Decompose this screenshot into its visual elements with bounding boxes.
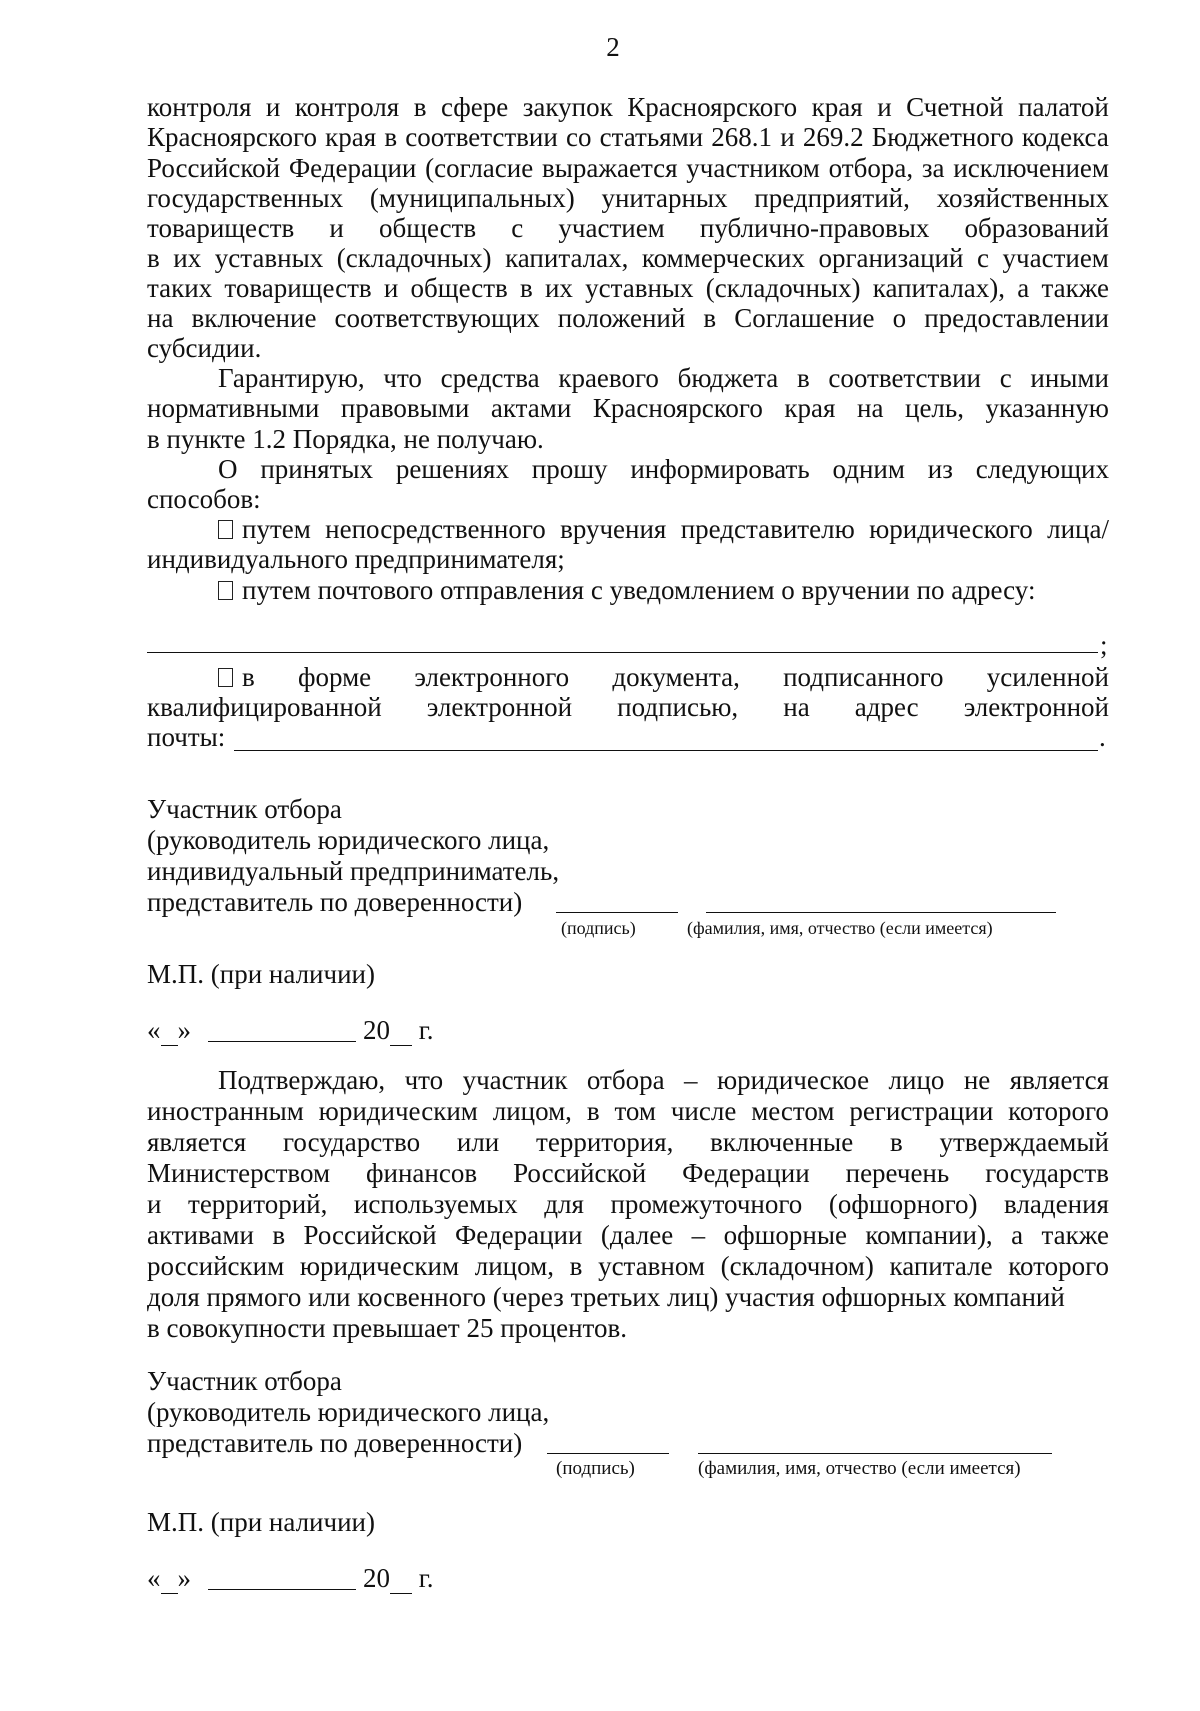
word: публично-правовых xyxy=(699,213,930,243)
text-line xyxy=(147,1251,1109,1282)
word: средства xyxy=(440,363,540,393)
word: офшорные xyxy=(723,1220,847,1250)
word: Подтверждаю, xyxy=(218,1065,386,1095)
word: Гарантирую, xyxy=(218,363,365,393)
word: в xyxy=(569,1251,583,1281)
word: регистрации xyxy=(849,1096,994,1126)
word: Красноярского xyxy=(592,393,763,423)
word: о xyxy=(892,303,907,333)
word: отбора xyxy=(586,1065,665,1095)
word: предприятий, xyxy=(754,183,910,213)
word: нормативными xyxy=(147,393,320,423)
word: а xyxy=(1011,1220,1024,1250)
word: выражается xyxy=(541,153,678,183)
signature-caption: (подпись) xyxy=(561,918,636,938)
word: участием xyxy=(1002,243,1109,273)
word: коммерческих xyxy=(641,243,805,273)
stamp-label: М.П. (при наличии) xyxy=(147,1507,375,1537)
word: их xyxy=(544,273,573,303)
word: участником xyxy=(686,153,820,183)
text-line xyxy=(147,243,1109,274)
word: которого xyxy=(1008,1096,1109,1126)
word: территорий, xyxy=(188,1189,328,1219)
word: лицом, xyxy=(492,1096,572,1126)
word: что xyxy=(404,1065,444,1095)
word: финансов xyxy=(366,1158,478,1188)
checkbox[interactable] xyxy=(218,581,233,600)
word: (согласие xyxy=(425,153,534,183)
word: Федерации xyxy=(682,1158,810,1188)
word: и xyxy=(877,92,892,122)
signatory-label: представитель по доверенности) xyxy=(147,887,523,917)
word: Красноярского xyxy=(627,92,798,122)
text-line xyxy=(147,1189,1109,1220)
word: за xyxy=(921,153,945,183)
word: а xyxy=(1017,273,1030,303)
email-field[interactable] xyxy=(234,750,1098,751)
word: со xyxy=(566,122,592,152)
word: таких xyxy=(147,273,213,303)
word: лицо xyxy=(888,1065,945,1095)
word: числе xyxy=(670,1096,737,1126)
word: не xyxy=(963,1065,991,1095)
signatory-label: (руководитель юридического лица, xyxy=(147,825,550,855)
signatory-label: Участник отбора xyxy=(147,794,342,824)
word: компании), xyxy=(865,1220,993,1250)
word: (муниципальных) xyxy=(369,183,575,213)
word: закупок xyxy=(522,92,613,122)
word: цель, xyxy=(905,393,964,423)
address-field[interactable] xyxy=(147,652,1098,653)
word: (складочных) xyxy=(705,273,861,303)
word: организаций xyxy=(818,243,964,273)
word: с xyxy=(511,213,524,243)
full-name-field[interactable] xyxy=(698,1453,1052,1454)
word: юридическим xyxy=(299,1251,460,1281)
word: на xyxy=(857,393,884,423)
year-label: 20 г. xyxy=(363,1015,434,1045)
word: 269.2 xyxy=(802,122,864,152)
word: в xyxy=(147,243,160,273)
word: в xyxy=(796,363,810,393)
word: товариществ xyxy=(224,273,372,303)
word: подписью, xyxy=(617,692,739,722)
word: в xyxy=(413,92,427,122)
word: Соглашение xyxy=(734,303,875,333)
word: контроля xyxy=(294,92,400,122)
word: принятых xyxy=(260,454,374,484)
word: обществ xyxy=(378,213,477,243)
signature-field[interactable] xyxy=(556,912,678,913)
word: края xyxy=(325,122,377,152)
word: бюджета xyxy=(677,363,779,393)
word: Счетной xyxy=(906,92,1004,122)
word: исключением xyxy=(953,153,1109,183)
word: территория, xyxy=(536,1127,674,1157)
word: иностранным xyxy=(147,1096,304,1126)
word: их xyxy=(173,243,202,273)
date-line: « » xyxy=(147,1563,191,1593)
word: решениях xyxy=(395,454,509,484)
word: и xyxy=(265,92,281,122)
word: и xyxy=(147,1189,162,1219)
word: том xyxy=(614,1096,656,1126)
word: юридическим xyxy=(318,1096,478,1126)
word: юридическое xyxy=(716,1065,870,1095)
option-postal-delivery[interactable]: путем почтового отправления с уведомлением о вручении по адресу: xyxy=(218,575,1109,606)
full-name-caption: (фамилия, имя, отчество (если имеется) xyxy=(687,918,993,938)
checkbox[interactable]: путем xyxy=(218,514,311,545)
email-label: почты: xyxy=(147,722,226,752)
word: владения xyxy=(1004,1189,1109,1219)
word: 268.1 xyxy=(711,122,773,152)
word: предоставлении xyxy=(924,303,1109,333)
word: уставных xyxy=(214,243,324,273)
word: перечень xyxy=(845,1158,950,1188)
word: хозяйственных xyxy=(936,183,1109,213)
text-line: доля прямого или косвенного (через третьих лиц) участия офшорных компаний xyxy=(147,1282,1065,1312)
word: одним xyxy=(832,454,905,484)
word: актами xyxy=(490,393,572,423)
word: информировать xyxy=(630,454,810,484)
text-line xyxy=(218,1065,1109,1096)
word: электронной xyxy=(963,692,1109,722)
word: участием xyxy=(558,213,665,243)
word: капитале xyxy=(889,1251,993,1281)
word: товариществ xyxy=(147,213,295,243)
word: что xyxy=(383,363,422,393)
word: российским xyxy=(147,1251,285,1281)
word: с xyxy=(977,243,989,273)
word: также xyxy=(1041,273,1109,303)
word: в xyxy=(586,1096,600,1126)
text-line: субсидии. xyxy=(147,333,262,363)
word: и xyxy=(780,122,795,152)
signature-caption: (подпись) xyxy=(556,1458,635,1479)
year-label: 20 г. xyxy=(363,1563,434,1593)
text-line xyxy=(147,273,1109,304)
word: государственных xyxy=(147,183,344,213)
word: Российской xyxy=(303,1220,437,1250)
word: иными xyxy=(1030,363,1109,393)
word: электронной xyxy=(426,692,573,722)
word: или xyxy=(456,1127,500,1157)
signatory-label: Участник отбора xyxy=(147,1366,342,1396)
word: в xyxy=(889,1127,903,1157)
word: активами xyxy=(147,1220,254,1250)
word: и xyxy=(383,273,399,303)
word: в xyxy=(272,1220,286,1250)
punctuation: . xyxy=(1099,722,1106,752)
word: с xyxy=(999,363,1012,393)
word: утверждаемый xyxy=(939,1127,1109,1157)
month-field[interactable] xyxy=(208,1041,356,1042)
word: соответствии xyxy=(405,122,558,152)
day-field[interactable] xyxy=(161,1025,178,1046)
text-line xyxy=(147,393,1109,424)
word: в xyxy=(384,122,398,152)
word: образований xyxy=(964,213,1109,243)
word: также xyxy=(1041,1220,1109,1250)
word: участник xyxy=(462,1065,568,1095)
word: Министерством xyxy=(147,1158,331,1188)
word: контроля xyxy=(147,92,252,122)
word: Российской xyxy=(513,1158,647,1188)
checkbox[interactable]: в xyxy=(218,662,255,693)
word: сфере xyxy=(440,92,509,122)
year-field[interactable] xyxy=(390,1573,412,1594)
date-line: « » xyxy=(147,1015,191,1045)
text-line xyxy=(147,1158,1109,1189)
text-line xyxy=(147,183,1109,214)
full-name-field[interactable] xyxy=(706,912,1056,913)
signature-field[interactable] xyxy=(547,1453,669,1454)
word: краевого xyxy=(558,363,659,393)
word: уставных xyxy=(585,273,694,303)
word: из xyxy=(927,454,953,484)
punctuation: ; xyxy=(1100,630,1108,660)
word: указанную xyxy=(985,393,1109,423)
text-line xyxy=(218,363,1109,394)
word: – xyxy=(691,1220,706,1250)
word: прошу xyxy=(531,454,608,484)
word: (складочном) xyxy=(720,1251,874,1281)
word: используемых xyxy=(353,1189,518,1219)
word: промежуточного xyxy=(610,1189,803,1219)
word: О xyxy=(218,454,238,484)
word: соответствии xyxy=(828,363,981,393)
word: положений xyxy=(557,303,686,333)
option-personal-delivery[interactable]: путем непосредственного вручения представителю юридического лица/ xyxy=(218,514,1109,545)
text-line xyxy=(147,213,1109,244)
full-name-caption: (фамилия, имя, отчество (если имеется) xyxy=(698,1458,1021,1479)
text-line xyxy=(147,303,1109,334)
word: капиталах, xyxy=(505,243,629,273)
word: в xyxy=(703,303,717,333)
signatory-label: (руководитель юридического лица, xyxy=(147,1397,550,1427)
word: Федерации xyxy=(288,153,417,183)
text-line xyxy=(218,454,1109,485)
word: включение xyxy=(191,303,317,333)
word: и xyxy=(329,213,344,243)
text-line xyxy=(147,92,1109,123)
word: (офшорного) xyxy=(828,1189,978,1219)
word: края xyxy=(811,92,863,122)
word: статьями xyxy=(599,122,704,152)
text-line: в пункте 1.2 Порядка, не получаю. xyxy=(147,424,544,454)
word: капиталах), xyxy=(872,273,1006,303)
text-line xyxy=(147,692,1109,723)
text-line xyxy=(147,1096,1109,1127)
word: на xyxy=(783,692,810,722)
word: в xyxy=(519,273,533,303)
word: Бюджетного xyxy=(871,122,1014,152)
word: – xyxy=(684,1065,698,1095)
word: уставном xyxy=(598,1251,705,1281)
word: является xyxy=(147,1127,247,1157)
text-line: способов: xyxy=(147,484,261,514)
text-line: в совокупности превышает 25 процентов. xyxy=(147,1313,627,1343)
option-electronic[interactable]: в форме электронного документа, подписанного усиленной xyxy=(218,662,1109,693)
text-line xyxy=(147,1127,1109,1158)
word: адрес xyxy=(854,692,919,722)
text-line xyxy=(147,153,1109,184)
word: отбора, xyxy=(828,153,914,183)
stamp-label: М.П. (при наличии) xyxy=(147,959,375,989)
word: правовыми xyxy=(340,393,470,423)
word: государство xyxy=(283,1127,421,1157)
word: Российской xyxy=(147,153,281,183)
word: соответствующих xyxy=(334,303,540,333)
day-field[interactable] xyxy=(161,1573,178,1594)
word: которого xyxy=(1008,1251,1109,1281)
word: на xyxy=(147,303,174,333)
word: (далее xyxy=(600,1220,674,1250)
word: является xyxy=(1009,1065,1109,1095)
word: Федерации xyxy=(454,1220,583,1250)
word: обществ xyxy=(410,273,508,303)
month-field[interactable] xyxy=(208,1589,356,1590)
word: следующих xyxy=(975,454,1109,484)
text-line: индивидуального предпринимателя; xyxy=(147,544,565,574)
text-line xyxy=(147,122,1109,153)
page-number: 2 xyxy=(606,32,620,62)
word: местом xyxy=(751,1096,835,1126)
year-field[interactable] xyxy=(390,1025,412,1046)
word: (складочных) xyxy=(336,243,492,273)
word: палатой xyxy=(1018,92,1109,122)
word: унитарных xyxy=(601,183,728,213)
word: государств xyxy=(985,1158,1109,1188)
word: кодекса xyxy=(1021,122,1109,152)
word: лицом, xyxy=(474,1251,554,1281)
word: для xyxy=(544,1189,584,1219)
word: Красноярского xyxy=(147,122,317,152)
word: квалифицированной xyxy=(147,692,382,722)
signatory-label: индивидуальный предприниматель, xyxy=(147,856,560,886)
signatory-label: представитель по доверенности) xyxy=(147,1428,523,1458)
word: включенные xyxy=(710,1127,854,1157)
word: края xyxy=(784,393,836,423)
text-line xyxy=(147,1220,1109,1251)
